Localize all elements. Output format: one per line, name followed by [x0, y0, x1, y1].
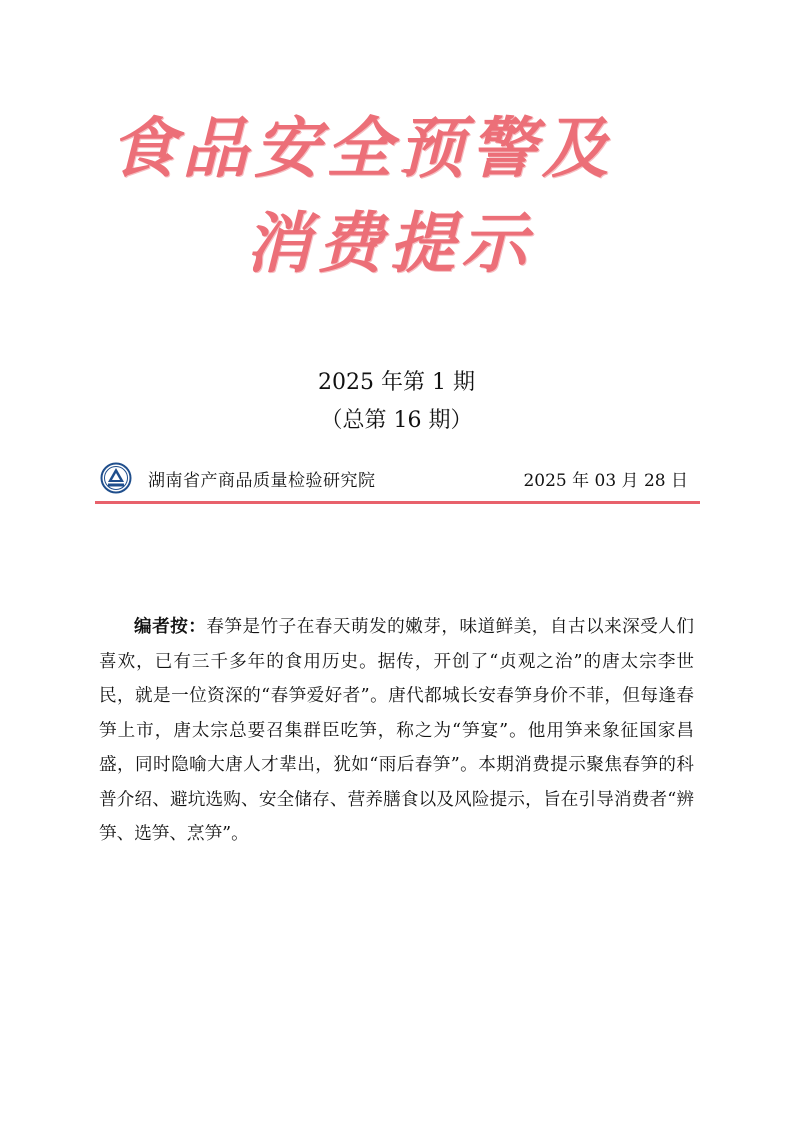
issue-total-number: （总第 16 期） — [320, 408, 473, 433]
issue-number: 2025 年第 1 期 — [318, 370, 475, 395]
editor-note-paragraph — [99, 610, 694, 852]
header-divider — [95, 501, 700, 504]
editor-note-text: 春笋是竹子在春天萌发的嫩芽，味道鲜美，自古以来深受人们喜欢，已有三千多年的食用历史。据传，开创了“贞观之治”的唐太宗李世民，就是一位资深的“春笋爱好者”。唐代都城长安春笋身价不菲，但每逢春笋上市，唐太宗总要召集群臣吃笋，称之为“笋宴”。他用笋来象征国家昌盛，同时隐喻大唐人才辈出，犹如“雨后春笋”。本期消费提示聚焦春笋的科普介绍、避坑选购、安全储存、营养膳食以及风险提示，旨在引导消费者“辨笋、选笋、烹笋”。 — [99, 617, 694, 844]
publisher-header — [100, 460, 700, 496]
organization-name: 湖南省产商品质量检验研究院 — [148, 470, 376, 491]
title-line-1: 食品安全预警及 — [110, 109, 614, 187]
institute-logo-icon — [100, 462, 132, 494]
title-line-2: 消费提示 — [245, 204, 533, 282]
publication-date: 2025 年 03 月 28 日 — [523, 470, 688, 491]
editor-note-label: 编者按： — [134, 616, 207, 637]
